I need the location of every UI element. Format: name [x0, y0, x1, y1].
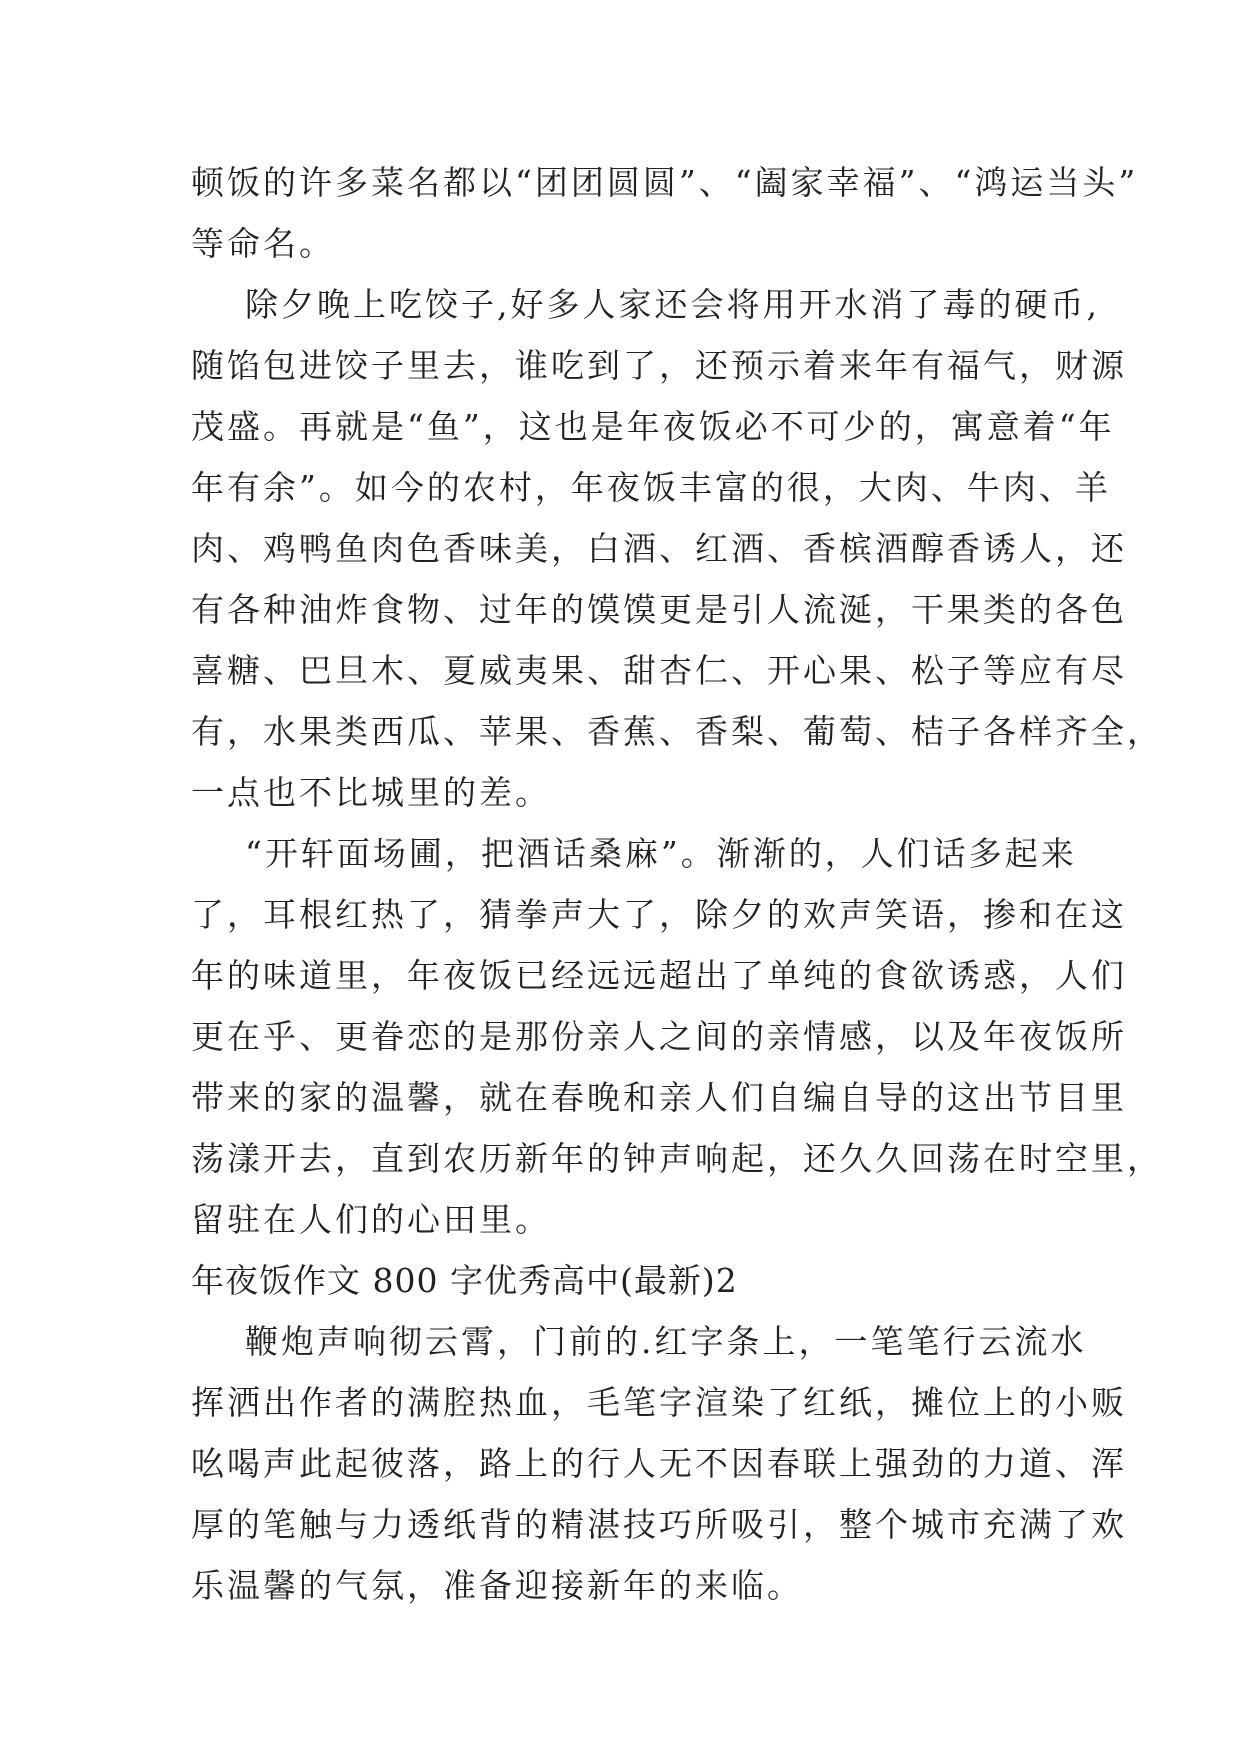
text-line: 顿饭的许多菜名都以“团团圆圆”、“阖家幸福”、“鸿运当头” — [191, 163, 1139, 202]
text-line: 更在乎、更眷恋的是那份亲人之间的亲情感，以及年夜饭所 — [191, 1017, 1127, 1056]
text-line: 乐温馨的气氛，准备迎接新年的来临。 — [191, 1566, 803, 1605]
text-line: 肉、鸡鸭鱼肉色香味美，白酒、红酒、香槟酒醇香诱人，还 — [191, 529, 1127, 568]
text-line: 厚的笔触与力透纸背的精湛技巧所吸引，整个城市充满了欢 — [191, 1505, 1127, 1544]
text-line: 年的味道里，年夜饭已经远远超出了单纯的食欲诱惑，人们 — [191, 956, 1127, 995]
text-line: 除夕晚上吃饺子,好多人家还会将用开水消了毒的硬币, — [191, 285, 1100, 324]
text-line: 留驻在人们的心田里。 — [191, 1200, 551, 1239]
text-line: 了，耳根红热了，猜拳声大了，除夕的欢声笑语，掺和在这 — [191, 895, 1127, 934]
text-line: 一点也不比城里的差。 — [191, 773, 551, 812]
text-line: 吆喝声此起彼落，路上的行人无不因春联上强劲的力道、浑 — [191, 1444, 1127, 1483]
text-line: 有，水果类西瓜、苹果、香蕉、香梨、葡萄、桔子各样齐全， — [191, 712, 1163, 751]
text-line: 有各种油炸食物、过年的馍馍更是引人流涎，干果类的各色 — [191, 590, 1127, 629]
text-line: “开轩面场圃，把酒话桑麻”。渐渐的，人们话多起来 — [191, 834, 1077, 873]
section-heading: 年夜饭作文 800 字优秀高中(最新)2 — [191, 1261, 738, 1300]
text-line: 年有余”。如今的农村，年夜饭丰富的很，大肉、牛肉、羊 — [191, 468, 1111, 507]
text-line: 荡漾开去，直到农历新年的钟声响起，还久久回荡在时空里， — [191, 1139, 1163, 1178]
text-line: 带来的家的温馨，就在春晚和亲人们自编自导的这出节目里 — [191, 1078, 1127, 1117]
document-body — [191, 152, 1163, 1616]
text-line: 随馅包进饺子里去，谁吃到了，还预示着来年有福气，财源 — [191, 346, 1127, 385]
text-line: 喜糖、巴旦木、夏威夷果、甜杏仁、开心果、松子等应有尽 — [191, 651, 1127, 690]
text-line: 鞭炮声响彻云霄，门前的.红字条上，一笔笔行云流水 — [191, 1322, 1087, 1361]
text-line: 挥洒出作者的满腔热血，毛笔字渲染了红纸，摊位上的小贩 — [191, 1383, 1127, 1422]
text-line: 等命名。 — [191, 224, 335, 263]
text-line: 茂盛。再就是“鱼”，这也是年夜饭必不可少的，寓意着“年 — [191, 407, 1115, 446]
